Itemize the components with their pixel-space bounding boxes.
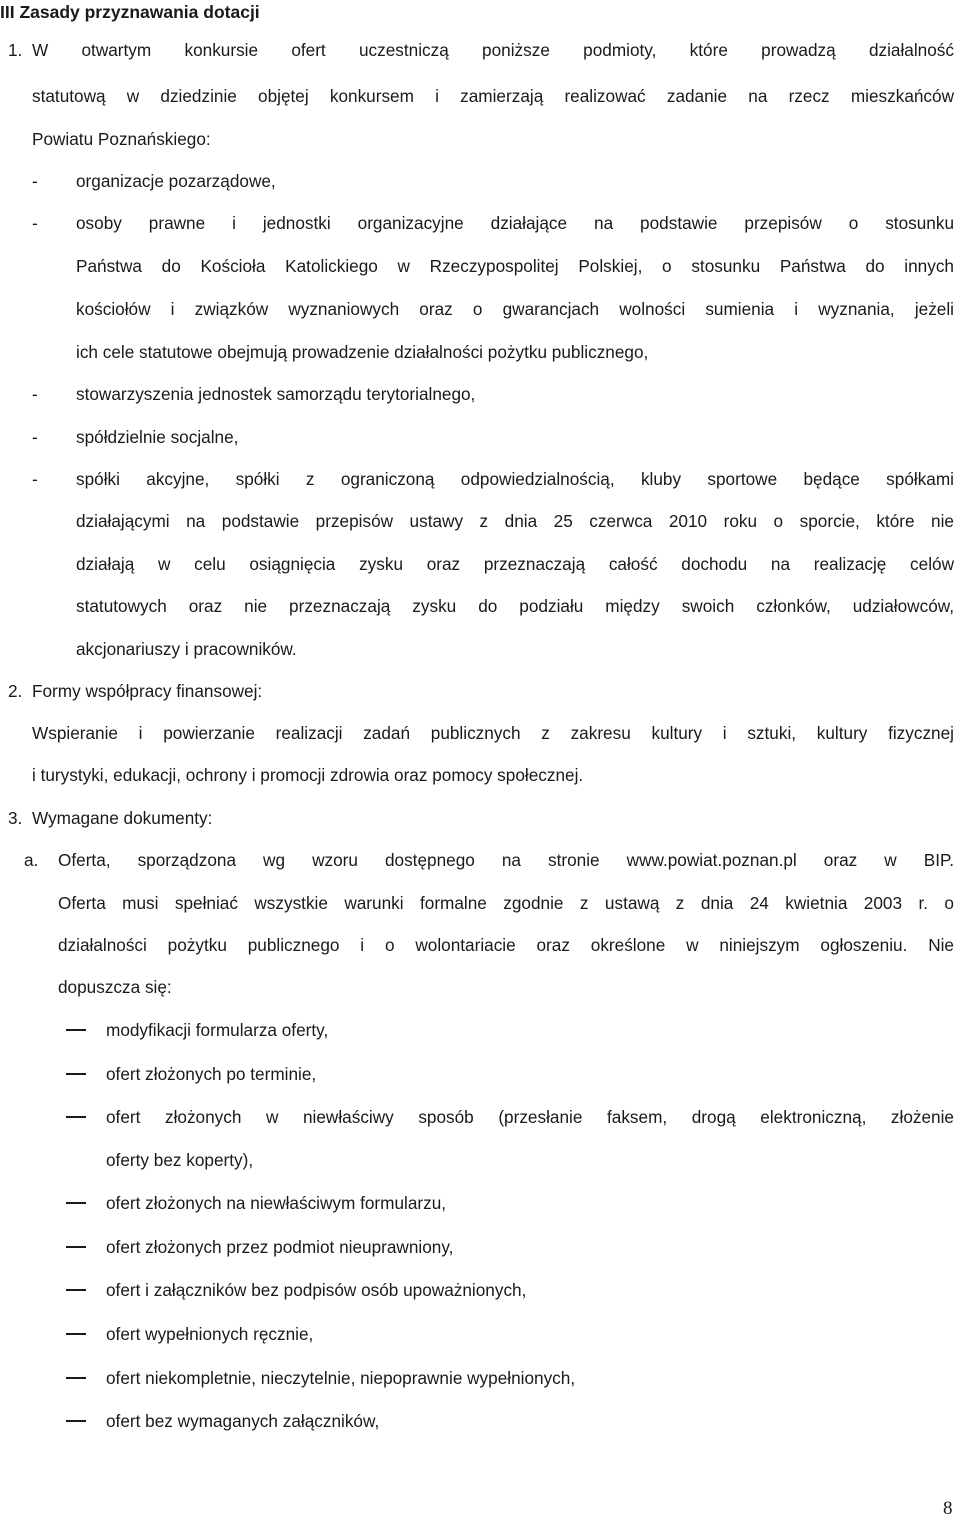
exclusion-item: ofert złożonych w niewłaściwy sposób (przesłanie faksem, drogą elektroniczną, złożenie	[106, 1107, 954, 1127]
dash-marker	[66, 1377, 86, 1379]
sub-item-a-line: Oferta musi spełniać wszystkie warunki formalne zgodnie z ustawą z dnia 24 kwietnia 2003 r. o	[58, 893, 954, 913]
entity-item: spółdzielnie socjalne,	[76, 427, 239, 447]
point-3-number: 3.	[8, 808, 23, 828]
point-1-intro-line: Powiatu Poznańskiego:	[32, 129, 211, 149]
exclusion-item: ofert niekompletnie, nieczytelnie, niepoprawnie wypełnionych,	[106, 1368, 576, 1388]
point-2-heading: Formy współpracy finansowej:	[32, 681, 263, 701]
point-3-heading: Wymagane dokumenty:	[32, 808, 213, 828]
entity-item-cont: ich cele statutowe obejmują prowadzenie działalności pożytku publicznego,	[76, 342, 649, 362]
dash-marker	[66, 1029, 86, 1031]
section-title: III Zasady przyznawania dotacji	[0, 2, 260, 22]
exclusion-item: ofert złożonych przez podmiot nieuprawniony,	[106, 1237, 454, 1257]
exclusion-item: ofert złożonych po terminie,	[106, 1064, 317, 1084]
exclusion-item: ofert i załączników bez podpisów osób upoważnionych,	[106, 1280, 527, 1300]
point-2-text-line: i turystyki, edukacji, ochrony i promocji zdrowia oraz pomocy społecznej.	[32, 765, 584, 785]
page-number: 8	[943, 1498, 953, 1519]
entity-item-cont: statutowych oraz nie przeznaczają zysku do podziału między swoich członków, udziałowców,	[76, 596, 954, 616]
dash-marker	[66, 1116, 86, 1118]
exclusion-item-cont: oferty bez koperty),	[106, 1150, 254, 1170]
bullet-dash: -	[32, 213, 38, 233]
point-1-number: 1.	[8, 40, 23, 60]
bullet-dash: -	[32, 384, 38, 404]
bullet-dash: -	[32, 427, 38, 447]
dash-marker	[66, 1333, 86, 1335]
entity-item: osoby prawne i jednostki organizacyjne działające na podstawie przepisów o stosunku	[76, 213, 954, 233]
entity-item: organizacje pozarządowe,	[76, 171, 276, 191]
sub-item-a-line: dopuszcza się:	[58, 977, 172, 997]
sub-item-a-line: działalności pożytku publicznego i o wolontariacie oraz określone w niniejszym ogłoszeniu. Nie	[58, 935, 954, 955]
sub-item-letter: a.	[24, 850, 39, 870]
point-1-intro-line: W otwartym konkursie ofert uczestniczą poniższe podmioty, które prowadzą działalność	[32, 40, 954, 60]
entity-item-cont: kościołów i związków wyznaniowych oraz o gwarancjach wolności sumienia i wyznania, jeżeli	[76, 299, 954, 319]
entity-item: spółki akcyjne, spółki z ograniczoną odpowiedzialnością, kluby sportowe będące spółkami	[76, 469, 954, 489]
point-2-number: 2.	[8, 681, 23, 701]
dash-marker	[66, 1420, 86, 1422]
entity-item-cont: akcjonariuszy i pracowników.	[76, 639, 297, 659]
entity-item-cont: działającymi na podstawie przepisów ustawy z dnia 25 czerwca 2010 roku o sporcie, które nie	[76, 511, 954, 531]
exclusion-item: ofert złożonych na niewłaściwym formularzu,	[106, 1193, 447, 1213]
point-2-text-line: Wspieranie i powierzanie realizacji zadań publicznych z zakresu kultury i sztuki, kultury fizycznej	[32, 723, 954, 743]
dash-marker	[66, 1289, 86, 1291]
entity-item: stowarzyszenia jednostek samorządu terytorialnego,	[76, 384, 476, 404]
exclusion-item: modyfikacji formularza oferty,	[106, 1020, 329, 1040]
dash-marker	[66, 1202, 86, 1204]
point-1-intro-line: statutową w dziedzinie objętej konkursem i zamierzają realizować zadanie na rzecz mieszkańców	[32, 86, 954, 106]
dash-marker	[66, 1246, 86, 1248]
bullet-dash: -	[32, 171, 38, 191]
entity-item-cont: działają w celu osiągnięcia zysku oraz przeznaczają całość dochodu na realizację celów	[76, 554, 954, 574]
entity-item-cont: Państwa do Kościoła Katolickiego w Rzeczypospolitej Polskiej, o stosunku Państwa do innych	[76, 256, 954, 276]
bullet-dash: -	[32, 469, 38, 489]
exclusion-item: ofert wypełnionych ręcznie,	[106, 1324, 314, 1344]
exclusion-item: ofert bez wymaganych załączników,	[106, 1411, 380, 1431]
dash-marker	[66, 1073, 86, 1075]
sub-item-a-line: Oferta, sporządzona wg wzoru dostępnego na stronie www.powiat.poznan.pl oraz w BIP.	[58, 850, 954, 870]
